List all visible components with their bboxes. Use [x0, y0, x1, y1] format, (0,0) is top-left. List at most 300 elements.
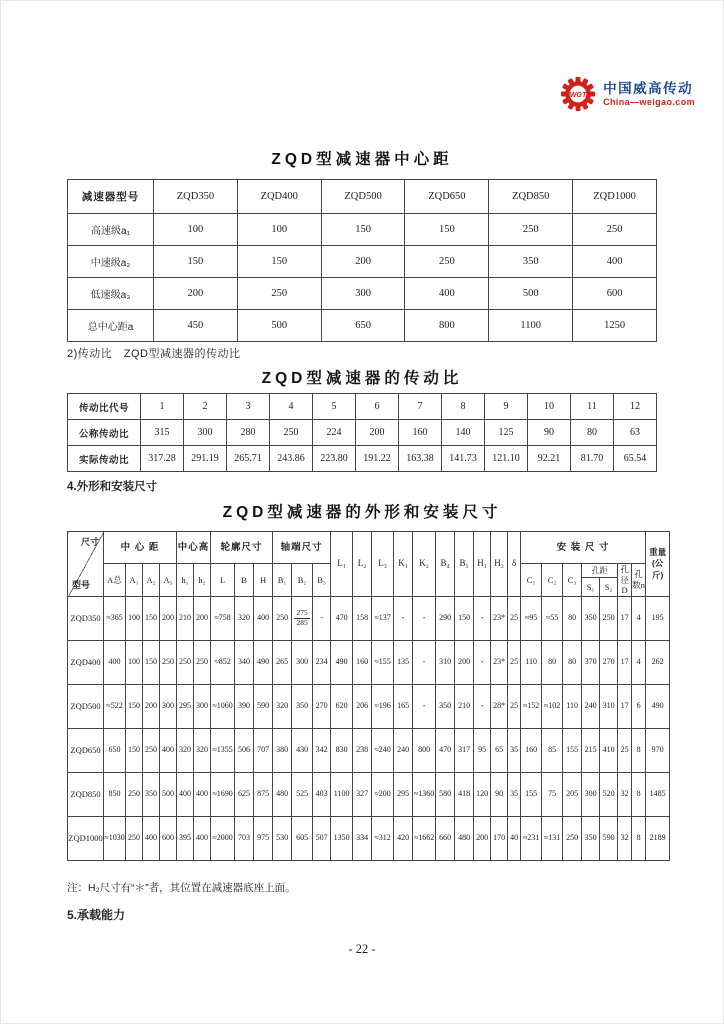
table2-cell: 317.28 [141, 446, 184, 472]
table3-cell: 350 [436, 684, 455, 728]
table1-cell: 450 [154, 310, 238, 342]
table2-row-label: 实际传动比 [68, 446, 141, 472]
table3-cell: 620 [331, 684, 353, 728]
section4-heading: 4.外形和安装尺寸 [67, 481, 158, 493]
table3-cell: ≈196 [372, 684, 394, 728]
table3-cell: 206 [353, 684, 372, 728]
table3-cell: 590 [254, 684, 273, 728]
table3-cell: 200 [474, 816, 491, 860]
table3-cell: 525 [292, 772, 313, 816]
table3-column-header: h₁ [177, 564, 194, 597]
table3-cell: 160 [521, 728, 542, 772]
table3-cell: 165 [394, 684, 413, 728]
table3-cell: 32 [618, 772, 632, 816]
table3-column-header: B₃ [313, 564, 331, 597]
table2-cell: 141.73 [442, 446, 485, 472]
table3-cell: 480 [273, 772, 292, 816]
table3-cell: ≈758 [211, 596, 235, 640]
table3-cell: 23* [491, 640, 508, 684]
table3-cell: 2189 [646, 816, 670, 860]
table3-cell: 4 [632, 596, 646, 640]
table1-row-label: 高速级a₁ [68, 214, 154, 246]
table3-cell: 530 [273, 816, 292, 860]
table3-cell: 295 [394, 772, 413, 816]
table1-model-header: ZQD850 [489, 180, 573, 214]
table3-cell: 200 [160, 596, 177, 640]
table3-cell: 8 [632, 728, 646, 772]
table3-cell: 262 [646, 640, 670, 684]
table3-column-header: B [235, 564, 254, 597]
table3-cell: 320 [273, 684, 292, 728]
corner-label-model: 型号 [72, 579, 91, 590]
table3-cell: 100 [126, 640, 143, 684]
table3-cell: 334 [353, 816, 372, 860]
table3-cell: - [394, 596, 413, 640]
table2-cell: 4 [270, 394, 313, 420]
table3-column-header: B₁ [273, 564, 292, 597]
table3-cell: 650 [104, 728, 126, 772]
table3-group-header: 轴端尺寸 [273, 532, 331, 564]
table3-cell: ≈200 [372, 772, 394, 816]
table2-cell: 163.38 [399, 446, 442, 472]
table1-cell: 350 [489, 246, 573, 278]
table3-cell: 95 [474, 728, 491, 772]
table2-cell: 265.71 [227, 446, 270, 472]
table3-cell: 155 [521, 772, 542, 816]
table3-cell: ≈152 [521, 684, 542, 728]
table3-cell: 120 [474, 772, 491, 816]
table3-cell: 135 [394, 640, 413, 684]
table3-cell: 250 [143, 728, 160, 772]
table3-cell: 240 [394, 728, 413, 772]
table3-cell: 270 [313, 684, 331, 728]
table3-column-header: H [254, 564, 273, 597]
table1-model-header: ZQD1000 [573, 180, 657, 214]
table1-cell: 150 [405, 214, 489, 246]
table3-cell: 265 [273, 640, 292, 684]
table2-cell: 121.10 [485, 446, 528, 472]
table2-cell: 223.80 [313, 446, 356, 472]
table3-cell: 250 [600, 596, 618, 640]
table3-cell: 150 [143, 596, 160, 640]
table3-column-header: B₄ [436, 532, 455, 597]
table3-cell: 35 [508, 772, 521, 816]
table3-group-header: 安 装 尺 寸 [521, 532, 646, 564]
table3-cell: 6 [632, 684, 646, 728]
table3-cell: 380 [273, 728, 292, 772]
table3-cell: 158 [353, 596, 372, 640]
table3-cell: 200 [143, 684, 160, 728]
table1-cell: 250 [573, 214, 657, 246]
table2-cell: 81.70 [571, 446, 614, 472]
table3-cell: 205 [563, 772, 582, 816]
table1-corner-header: 减速器型号 [68, 180, 154, 214]
table3-cell: 350 [143, 772, 160, 816]
section5-heading: 5.承载能力 [67, 908, 126, 922]
table3-cell: 350 [582, 816, 600, 860]
table3-cell: 660 [436, 816, 455, 860]
table3-cell: ≈1030 [104, 816, 126, 860]
table3-cell: 490 [331, 640, 353, 684]
table3-cell: ≈1060 [211, 684, 235, 728]
table3-column-header: B₂ [292, 564, 313, 597]
table3-row [68, 640, 670, 684]
table2-cell: 300 [184, 420, 227, 446]
table3-cell: 150 [126, 684, 143, 728]
table3-column-header: K₂ [413, 532, 436, 597]
table3-cell: - [474, 640, 491, 684]
table3-cell: ≈95 [521, 596, 542, 640]
table3-cell: ≈1662 [413, 816, 436, 860]
table3-cell: ≈155 [372, 640, 394, 684]
table1-cell: 200 [154, 278, 238, 310]
table3-cell: 250 [273, 596, 292, 640]
table3-cell: 580 [436, 772, 455, 816]
table3-cell: ≈852 [211, 640, 235, 684]
table3-cell: ≈1355 [211, 728, 235, 772]
table3-cell: 17 [618, 640, 632, 684]
center-distance-table [67, 179, 657, 342]
table3-column-header: C₁ [521, 564, 542, 597]
table3-cell: 80 [542, 640, 563, 684]
table3-cell: 327 [353, 772, 372, 816]
table1-model-header: ZQD350 [154, 180, 238, 214]
table3-cell: ≈55 [542, 596, 563, 640]
table3-cell: 500 [160, 772, 177, 816]
table3-cell: - [474, 684, 491, 728]
table3-cell: 170 [491, 816, 508, 860]
table3-cell: 160 [353, 640, 372, 684]
table3-model-cell: ZQD650 [68, 728, 104, 772]
table3-group-header: 中心高 [177, 532, 211, 564]
table1-cell: 200 [321, 246, 405, 278]
table3-cell: 1485 [646, 772, 670, 816]
table3-cell: ≈1690 [211, 772, 235, 816]
table3-column-header: B₅ [455, 532, 474, 597]
table3-row [68, 772, 670, 816]
table1-row [68, 214, 657, 246]
table2-title: ZQD型减速器的传动比 [261, 370, 463, 387]
table3-cell: 85 [542, 728, 563, 772]
table3-title: ZQD型减速器的外形和安装尺寸 [222, 504, 502, 521]
table3-column-header: L₂ [353, 532, 372, 597]
table3-cell: 300 [160, 684, 177, 728]
table3-cell: 418 [455, 772, 474, 816]
table2-cell: 9 [485, 394, 528, 420]
table3-cell: ≈2000 [211, 816, 235, 860]
table3-hole-count-header: 孔数n [632, 564, 646, 597]
table3-cell: 410 [600, 728, 618, 772]
center-distance-table-wrap [67, 179, 657, 342]
table3-cell: 234 [313, 640, 331, 684]
table1-cell: 100 [154, 214, 238, 246]
table3-cell: 350 [582, 596, 600, 640]
table3-cell: ≈1360 [413, 772, 436, 816]
table2-row-label: 公称传动比 [68, 420, 141, 446]
table3-cell: 150 [455, 596, 474, 640]
table3-cell: 490 [254, 640, 273, 684]
table3-cell: 707 [254, 728, 273, 772]
table1-cell: 600 [573, 278, 657, 310]
table2-row [68, 394, 657, 420]
table3-cell: 250 [126, 772, 143, 816]
table3-model-cell: ZQD500 [68, 684, 104, 728]
table2-cell: 160 [399, 420, 442, 446]
table3-cell: 625 [235, 772, 254, 816]
table3-cell: 210 [177, 596, 194, 640]
table3-cell: 1100 [331, 772, 353, 816]
table3-row [68, 816, 670, 860]
table3-column-header: A₂ [143, 564, 160, 597]
table2-cell: 6 [356, 394, 399, 420]
table2-cell: 224 [313, 420, 356, 446]
table3-cell: ≈102 [542, 684, 563, 728]
table3-cell: 875 [254, 772, 273, 816]
table3-column-header: L [211, 564, 235, 597]
table3-cell: - [474, 596, 491, 640]
table3-cell: 400 [104, 640, 126, 684]
table3-cell: ≈365 [104, 596, 126, 640]
table3-cell: 975 [254, 816, 273, 860]
table3-cell: 90 [491, 772, 508, 816]
table3-cell: 23* [491, 596, 508, 640]
table1-cell: 150 [237, 246, 321, 278]
table3-row [68, 684, 670, 728]
table2-row-label: 传动比代号 [68, 394, 141, 420]
table3-model-cell: ZQD850 [68, 772, 104, 816]
table3-cell: 215 [582, 728, 600, 772]
table3-cell: 430 [292, 728, 313, 772]
table3-cell: 80 [563, 640, 582, 684]
table3-cell: - [413, 684, 436, 728]
table3-cell: 470 [331, 596, 353, 640]
table3-cell: 403 [313, 772, 331, 816]
table3-column-header: C₂ [542, 564, 563, 597]
page-number: - 22 - [348, 942, 376, 956]
table2-cell: 8 [442, 394, 485, 420]
table2-cell: 3 [227, 394, 270, 420]
table1-model-header: ZQD400 [237, 180, 321, 214]
table1-row [68, 310, 657, 342]
table3-cell: 300 [292, 640, 313, 684]
table3-cell: 295 [177, 684, 194, 728]
table3-cell: 80 [563, 596, 582, 640]
table3-cell: 310 [600, 684, 618, 728]
table3-weight-header: 重量(公斤) [646, 532, 670, 597]
table1-row-label: 低速级a₃ [68, 278, 154, 310]
table3-cell: ≈522 [104, 684, 126, 728]
table3-cell: 270 [600, 640, 618, 684]
table3-cell: 590 [600, 816, 618, 860]
table1-cell: 150 [321, 214, 405, 246]
table3-cell: 395 [177, 816, 194, 860]
table1-cell: 150 [154, 246, 238, 278]
table3-column-header: S₁ [582, 578, 600, 597]
table1-model-header: ZQD500 [321, 180, 405, 214]
table3-row [68, 728, 670, 772]
table1-cell: 1250 [573, 310, 657, 342]
table3-column-header: H₂ [491, 532, 508, 597]
table3-column-header: H₁ [474, 532, 491, 597]
table2-cell: 92.21 [528, 446, 571, 472]
table3-cell: 420 [394, 816, 413, 860]
brand-name: 中国威高传动 [603, 81, 694, 97]
table3-cell: 300 [194, 684, 211, 728]
table3-cell: 310 [436, 640, 455, 684]
table3-cell: 25 [508, 640, 521, 684]
table3-cell: 250 [563, 816, 582, 860]
table3-header-row1 [68, 532, 670, 564]
table2-cell: 12 [614, 394, 657, 420]
table1-row-label: 中速级a₂ [68, 246, 154, 278]
table3-cell: 400 [194, 772, 211, 816]
table2-cell: 243.86 [270, 446, 313, 472]
table1-cell: 500 [489, 278, 573, 310]
table3-cell: 8 [632, 816, 646, 860]
table3-cell: 800 [413, 728, 436, 772]
table3-hole-dia-header: 孔径D [618, 564, 632, 597]
table2-cell: 200 [356, 420, 399, 446]
table2-row [68, 420, 657, 446]
table3-cell: 110 [563, 684, 582, 728]
ratio-intro-text: 2)传动比 ZQD型减速器的传动比 [67, 348, 241, 360]
table3-column-header: A₁ [126, 564, 143, 597]
table3-cell: 340 [235, 640, 254, 684]
table3-model-cell: ZQD400 [68, 640, 104, 684]
table2-cell: 5 [313, 394, 356, 420]
table1-row [68, 278, 657, 310]
table2-cell: 7 [399, 394, 442, 420]
table3-cell: 65 [491, 728, 508, 772]
table2-cell: 280 [227, 420, 270, 446]
table3-model-cell: ZQD1000 [68, 816, 104, 860]
table3-cell: 210 [455, 684, 474, 728]
table3-cell: 400 [194, 816, 211, 860]
table3-cell: 4 [632, 640, 646, 684]
table3-cell: 490 [646, 684, 670, 728]
table2-cell: 191.22 [356, 446, 399, 472]
gear-text: WGT [569, 90, 587, 99]
table2-cell: 10 [528, 394, 571, 420]
table3-column-header: L₁ [331, 532, 353, 597]
table3-column-header: δ [508, 532, 521, 597]
table3-cell: 240 [582, 684, 600, 728]
table3-cell: 830 [331, 728, 353, 772]
table3-cell: 400 [160, 728, 177, 772]
table3-cell: 703 [235, 816, 254, 860]
table1-model-header: ZQD650 [405, 180, 489, 214]
table3-column-header: C₃ [563, 564, 582, 597]
table3-cell: 370 [582, 640, 600, 684]
table1-title: ZQD型减速器中心距 [271, 151, 453, 168]
table3-cell: 506 [235, 728, 254, 772]
ratio-table-wrap [67, 393, 657, 472]
table1-cell: 500 [237, 310, 321, 342]
table3-cell: 600 [160, 816, 177, 860]
table3-cell: 507 [313, 816, 331, 860]
table1-cell: 1100 [489, 310, 573, 342]
table2-row [68, 446, 657, 472]
table3-cell: 480 [455, 816, 474, 860]
table1-cell: 400 [573, 246, 657, 278]
table3-group-header: 中 心 距 [104, 532, 177, 564]
table1-cell: 800 [405, 310, 489, 342]
table3-model-cell: ZQD350 [68, 596, 104, 640]
table3-cell: 110 [521, 640, 542, 684]
table3-cell: 100 [126, 596, 143, 640]
table3-group-header: 轮廓尺寸 [211, 532, 273, 564]
table3-cell: 850 [104, 772, 126, 816]
table3-cell: 400 [177, 772, 194, 816]
table3-column-header: L₃ [372, 532, 394, 597]
table3-cell: 400 [254, 596, 273, 640]
table1-cell: 250 [237, 278, 321, 310]
table3-cell: 300 [582, 772, 600, 816]
table3-corner-cell [68, 532, 104, 597]
table3-column-header: h₂ [194, 564, 211, 597]
dimensions-table-wrap [67, 531, 667, 861]
table3-cell: 520 [600, 772, 618, 816]
table2-cell: 315 [141, 420, 184, 446]
table3-hole-pitch-header: 孔距 [582, 564, 618, 578]
table3-cell: 320 [177, 728, 194, 772]
table3-cell: $\frac{275}{285}$ [292, 596, 313, 640]
table3-cell: 390 [235, 684, 254, 728]
table3-cell: 155 [563, 728, 582, 772]
table3-cell: 150 [143, 640, 160, 684]
table3-column-header: S₂ [600, 578, 618, 597]
table3-cell: 17 [618, 596, 632, 640]
table3-cell: ≈231 [521, 816, 542, 860]
table3-cell: 8 [632, 772, 646, 816]
table3-cell: 28* [491, 684, 508, 728]
table-note: 注：H₂尺寸有“＊”者，其位置在减速器底座上面。 [67, 882, 296, 894]
table2-cell: 80 [571, 420, 614, 446]
table2-cell: 11 [571, 394, 614, 420]
table3-cell: 1350 [331, 816, 353, 860]
table1-row-label: 总中心距a [68, 310, 154, 342]
table3-cell: ≈131 [542, 816, 563, 860]
table1-cell: 650 [321, 310, 405, 342]
table2-cell: 250 [270, 420, 313, 446]
table3-cell: 32 [618, 816, 632, 860]
table3-cell: 470 [436, 728, 455, 772]
table3-cell: ≈240 [372, 728, 394, 772]
table3-cell: 970 [646, 728, 670, 772]
table3-column-header: K₁ [394, 532, 413, 597]
table1-cell: 100 [237, 214, 321, 246]
table3-cell: ≈312 [372, 816, 394, 860]
table3-column-header: A总 [104, 564, 126, 597]
gear-icon [559, 75, 597, 113]
table2-cell: 2 [184, 394, 227, 420]
table2-cell: 63 [614, 420, 657, 446]
table3-column-header: A₃ [160, 564, 177, 597]
table3-cell: 150 [126, 728, 143, 772]
table3-row [68, 596, 670, 640]
corner-label-size: 尺寸 [80, 537, 99, 547]
table3-cell: - [413, 640, 436, 684]
table3-cell: 342 [313, 728, 331, 772]
table3-cell: 317 [455, 728, 474, 772]
table1-cell: 250 [405, 246, 489, 278]
table3-cell: 25 [508, 684, 521, 728]
table3-cell: 35 [508, 728, 521, 772]
table1-cell: 300 [321, 278, 405, 310]
table2-cell: 291.19 [184, 446, 227, 472]
table2-cell: 125 [485, 420, 528, 446]
table1-header-row [68, 180, 657, 214]
